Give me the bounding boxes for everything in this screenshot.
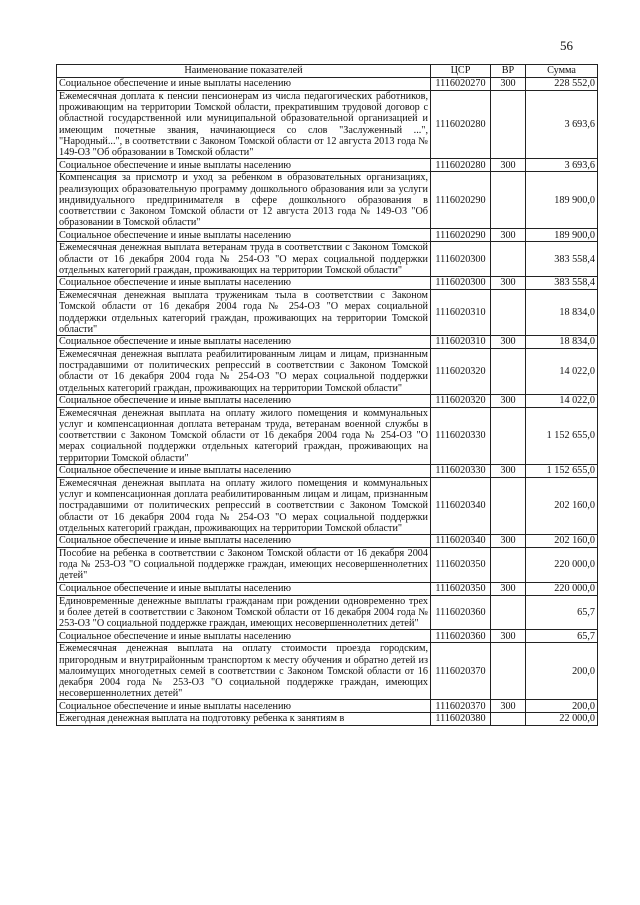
cell-name: Социальное обеспечение и иные выплаты населению [57, 582, 431, 595]
cell-csr: 1116020310 [431, 290, 491, 336]
cell-sum: 18 834,0 [526, 290, 598, 336]
table-row [57, 290, 598, 336]
cell-csr: 1116020300 [431, 277, 491, 290]
cell-csr: 1116020280 [431, 91, 491, 159]
cell-vr: 300 [491, 394, 526, 407]
cell-sum: 14 022,0 [526, 348, 598, 394]
cell-name: Социальное обеспечение и иные выплаты населению [57, 159, 431, 172]
table-row [57, 348, 598, 394]
cell-csr: 1116020370 [431, 643, 491, 700]
cell-name: Социальное обеспечение и иные выплаты населению [57, 229, 431, 242]
cell-name: Компенсация за присмотр и уход за ребенком в образовательных организациях, реализующих образовательную программу дошкольного образования или за услуги индивидуального предпринимателя в сфере дошкольного образования в соответствии с Законом Томской области от 12 августа 2013 года № 149-ОЗ "Об образовании в Томской области" [57, 172, 431, 229]
table-row [57, 335, 598, 348]
table-row [57, 277, 598, 290]
cell-name: Ежемесячная доплата к пенсии пенсионерам из числа педагогических работников, проживающим на территории Томской области, прекратившим трудовой договор с областной государственной или муниципальной образовательной организацией и имеющим почетные звания, начинающиеся со слов "Заслуженный ...", "Народный...", в соответствии с Законом Томской области от 12 августа 2013 года № 149-ОЗ "Об образовании в Томской области" [57, 91, 431, 159]
cell-csr: 1116020340 [431, 477, 491, 534]
cell-sum: 3 693,6 [526, 159, 598, 172]
cell-name: Ежемесячная денежная выплата на оплату жилого помещения и коммунальных услуг и компенсационная доплата реабилитированным лицам и лицам, признанным пострадавшими от политических репрессий в соответствии с Законом Томской области от 16 декабря 2004 года № 254-ОЗ "О мерах социальной поддержки отдельных категорий граждан, проживающих на территории Томской области" [57, 477, 431, 534]
cell-vr: 300 [491, 464, 526, 477]
cell-vr [491, 91, 526, 159]
table-row [57, 535, 598, 548]
cell-sum: 228 552,0 [526, 78, 598, 91]
table-row [57, 700, 598, 713]
cell-vr [491, 407, 526, 464]
cell-vr [491, 172, 526, 229]
table-body [57, 78, 598, 726]
cell-csr: 1116020340 [431, 535, 491, 548]
table-header-row [57, 65, 598, 78]
cell-csr: 1116020320 [431, 394, 491, 407]
budget-table [56, 64, 598, 726]
cell-sum: 189 900,0 [526, 229, 598, 242]
cell-csr: 1116020330 [431, 464, 491, 477]
cell-name: Ежемесячная денежная выплата на оплату стоимости проезда городским, пригородным и внутрирайонным транспортом к месту обучения и обратно детей из малоимущих многодетных семей в соответствии с Законом Томской области от 16 декабря 2004 года № 253-ОЗ "О социальной поддержке граждан, имеющих несовершеннолетних детей" [57, 643, 431, 700]
table-row [57, 78, 598, 91]
cell-vr: 300 [491, 700, 526, 713]
cell-csr: 1116020360 [431, 630, 491, 643]
cell-vr [491, 713, 526, 725]
cell-sum: 383 558,4 [526, 277, 598, 290]
cell-name: Ежемесячная денежная выплата реабилитированным лицам и лицам, признанным пострадавшими от политических репрессий в соответствии с Законом Томской области от 16 декабря 2004 года № 254-ОЗ "О мерах социальной поддержки отдельных категорий граждан, проживающих на территории Томской области" [57, 348, 431, 394]
cell-sum: 3 693,6 [526, 91, 598, 159]
cell-sum: 65,7 [526, 630, 598, 643]
table-row [57, 582, 598, 595]
cell-name: Пособие на ребенка в соответствии с Законом Томской области от 16 декабря 2004 года № 253-ОЗ "О социальной поддержке граждан, имеющих несовершеннолетних детей" [57, 548, 431, 583]
cell-name: Социальное обеспечение и иные выплаты населению [57, 78, 431, 91]
cell-sum: 22 000,0 [526, 713, 598, 725]
table-row [57, 229, 598, 242]
cell-csr: 1116020270 [431, 78, 491, 91]
cell-vr [491, 548, 526, 583]
cell-name: Единовременные денежные выплаты гражданам при рождении одновременно трех и более детей в соответствии с Законом Томской области от 16 декабря 2004 года № 253-ОЗ "О социальной поддержке граждан, имеющих несовершеннолетних детей" [57, 595, 431, 630]
cell-vr [491, 290, 526, 336]
table-row [57, 91, 598, 159]
cell-sum: 202 160,0 [526, 477, 598, 534]
cell-name: Ежегодная денежная выплата на подготовку ребенка к занятиям в [57, 713, 431, 725]
cell-sum: 202 160,0 [526, 535, 598, 548]
cell-name: Социальное обеспечение и иные выплаты населению [57, 277, 431, 290]
cell-name: Ежемесячная денежная выплата на оплату жилого помещения и коммунальных услуг и компенсационная доплата ветеранам труда, ветеранам военной службы в соответствии с Законом Томской области от 16 декабря 2004 года № 254-ОЗ "О мерах социальной поддержки отдельных категорий граждан, проживающих на территории Томской области" [57, 407, 431, 464]
cell-csr: 1116020380 [431, 713, 491, 725]
table-row [57, 394, 598, 407]
cell-vr [491, 643, 526, 700]
header-sum: Сумма [526, 65, 598, 78]
cell-sum: 200,0 [526, 700, 598, 713]
cell-name: Социальное обеспечение и иные выплаты населению [57, 394, 431, 407]
cell-sum: 1 152 655,0 [526, 407, 598, 464]
cell-vr: 300 [491, 229, 526, 242]
cell-sum: 189 900,0 [526, 172, 598, 229]
table-row [57, 477, 598, 534]
cell-sum: 200,0 [526, 643, 598, 700]
table-row [57, 172, 598, 229]
table-row [57, 548, 598, 583]
cell-vr [491, 595, 526, 630]
cell-vr: 300 [491, 78, 526, 91]
cell-vr: 300 [491, 582, 526, 595]
cell-name: Социальное обеспечение и иные выплаты населению [57, 630, 431, 643]
table-row [57, 464, 598, 477]
cell-vr: 300 [491, 335, 526, 348]
cell-csr: 1116020360 [431, 595, 491, 630]
cell-csr: 1116020310 [431, 335, 491, 348]
cell-name: Социальное обеспечение и иные выплаты населению [57, 700, 431, 713]
cell-sum: 383 558,4 [526, 242, 598, 277]
cell-vr [491, 348, 526, 394]
cell-vr: 300 [491, 630, 526, 643]
header-name: Наименование показателей [57, 65, 431, 78]
cell-csr: 1116020290 [431, 229, 491, 242]
header-csr: ЦСР [431, 65, 491, 78]
cell-vr [491, 242, 526, 277]
cell-csr: 1116020330 [431, 407, 491, 464]
cell-name: Ежемесячная денежная выплата ветеранам труда в соответствии с Законом Томской области от 16 декабря 2004 года № 254-ОЗ "О мерах социальной поддержки отдельных категорий граждан, проживающих на территории Томской области" [57, 242, 431, 277]
table-row [57, 595, 598, 630]
cell-vr: 300 [491, 277, 526, 290]
cell-csr: 1116020290 [431, 172, 491, 229]
table-row [57, 242, 598, 277]
page-number: 56 [560, 38, 573, 53]
cell-name: Ежемесячная денежная выплата труженикам тыла в соответствии с Законом Томской области от 16 декабря 2004 года № 254-ОЗ "О мерах социальной поддержки отдельных категорий граждан, проживающих на территории Томской области" [57, 290, 431, 336]
cell-csr: 1116020300 [431, 242, 491, 277]
cell-sum: 220 000,0 [526, 548, 598, 583]
cell-name: Социальное обеспечение и иные выплаты населению [57, 464, 431, 477]
cell-vr: 300 [491, 535, 526, 548]
cell-csr: 1116020370 [431, 700, 491, 713]
cell-name: Социальное обеспечение и иные выплаты населению [57, 335, 431, 348]
cell-csr: 1116020280 [431, 159, 491, 172]
cell-csr: 1116020350 [431, 548, 491, 583]
table-row [57, 630, 598, 643]
cell-name: Социальное обеспечение и иные выплаты населению [57, 535, 431, 548]
cell-vr: 300 [491, 159, 526, 172]
header-vr: ВР [491, 65, 526, 78]
table-row [57, 159, 598, 172]
table-row [57, 407, 598, 464]
cell-csr: 1116020350 [431, 582, 491, 595]
cell-sum: 65,7 [526, 595, 598, 630]
cell-vr [491, 477, 526, 534]
cell-sum: 1 152 655,0 [526, 464, 598, 477]
cell-csr: 1116020320 [431, 348, 491, 394]
table-row [57, 713, 598, 725]
cell-sum: 18 834,0 [526, 335, 598, 348]
table-row [57, 643, 598, 700]
cell-sum: 220 000,0 [526, 582, 598, 595]
cell-sum: 14 022,0 [526, 394, 598, 407]
